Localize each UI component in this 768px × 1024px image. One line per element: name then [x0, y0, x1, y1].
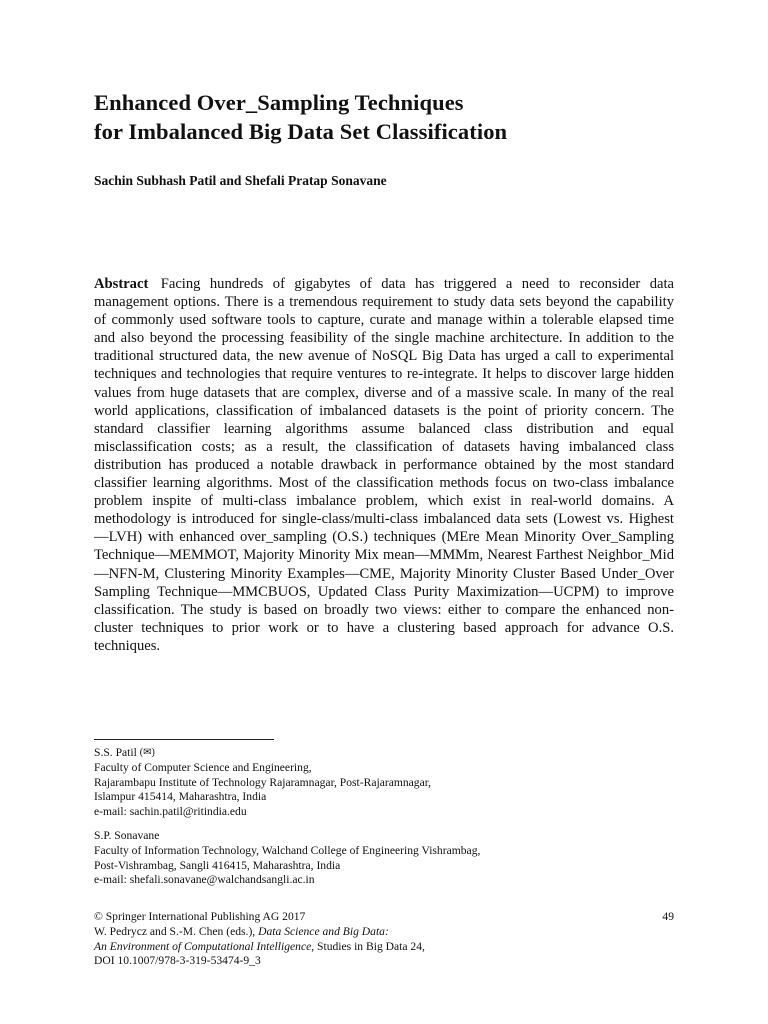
citation-line-editors: W. Pedrycz and S.-M. Chen (eds.), Data Science and Big Data:: [94, 924, 389, 938]
copyright-block: [94, 910, 674, 969]
affiliation-name: S.S. Patil: [94, 746, 137, 759]
affiliation-email[interactable]: e-mail: sachin.patil@ritindia.edu: [94, 805, 247, 819]
title-line-2: for Imbalanced Big Data Set Classification: [94, 119, 508, 144]
affiliation-line: Rajarambapu Institute of Technology Rajaramnagar, Post-Rajaramnagar,: [94, 775, 432, 789]
affiliation-line: Islampur 415414, Maharashtra, India: [94, 790, 267, 804]
citation-line-series: An Environment of Computational Intelligence, Studies in Big Data 24,: [94, 939, 425, 953]
author-list: Sachin Subhash Patil and Shefali Pratap Sonavane: [94, 173, 387, 188]
affiliation-name: S.P. Sonavane: [94, 828, 160, 842]
paper-page: [94, 88, 674, 655]
paper-title: [94, 88, 674, 146]
abstract-text: Facing hundreds of gigabytes of data has triggered a need to reconsider data management options. There is a tremendous requirement to study data sets beyond the capability of commonly used software tools to capture, curate and manage within a tolerable elapsed time and also beyond the processing feasibility of the single machine architecture. In addition to the traditional structured data, the new avenue of NoSQL Big Data has urged a call to experimental techniques and technologies that require ventures to re-integrate. It helps to discover large hidden values from huge datasets that are complex, diverse and of a massive scale. In many of the real world applications, classification of imbalanced datasets is the point of priority concern. The standard classifier learning algorithms assume balanced class distribution and equal misclassification costs; as a result, the classification of datasets having imbalanced class distribution has produced a notable drawback in performance obtained by the most standard classifier learning algorithms. Most of the classification methods focus on two-class imbalance problem inspite of multi-class imbalance problem, which exist in real-world domains. A methodology is introduced for single-class/multi-class imbalanced data sets (Lowest vs. Highest —LVH) with enhanced over_sampling (O.S.) techniques (MEre Mean Minority Over_Sampling Technique—MEMMOT, Majority Minority Mix mean—MMMm, Nearest Farthest Neighbor_Mid—NFN-M, Clustering Minority Examples—CME, Majority Minority Cluster Based Under_Over Sampling Technique—MMCBUOS, Updated Class Purity Maximization—UCPM) to improve classification. The study is based on broadly two views: either to compare the enhanced non-cluster techniques to prior work or to have a clustering based approach for advance O.S. techniques.: [94, 276, 675, 654]
affiliation-sonavane: [94, 829, 674, 888]
footnote-divider: [94, 739, 274, 740]
abstract: [94, 275, 674, 655]
copyright-line: © Springer International Publishing AG 2017: [94, 910, 306, 923]
affiliation-email[interactable]: e-mail: shefali.sonavane@walchandsangli.ac.in: [94, 873, 315, 887]
affiliation-line: Post-Vishrambag, Sangli 416415, Maharashtra, India: [94, 858, 341, 872]
abstract-label: Abstract: [94, 276, 149, 292]
affiliation-line: Faculty of Computer Science and Engineering,: [94, 760, 312, 774]
envelope-icon: (✉): [139, 747, 155, 758]
affiliation-line: Faculty of Information Technology, Walchand College of Engineering Vishrambag,: [94, 843, 481, 857]
author-affiliations: [94, 746, 674, 897]
doi-line[interactable]: DOI 10.1007/978-3-319-53474-9_3: [94, 954, 261, 968]
page-number: 49: [662, 910, 674, 923]
affiliation-patil: [94, 746, 674, 820]
title-line-1: Enhanced Over_Sampling Techniques: [94, 90, 464, 115]
